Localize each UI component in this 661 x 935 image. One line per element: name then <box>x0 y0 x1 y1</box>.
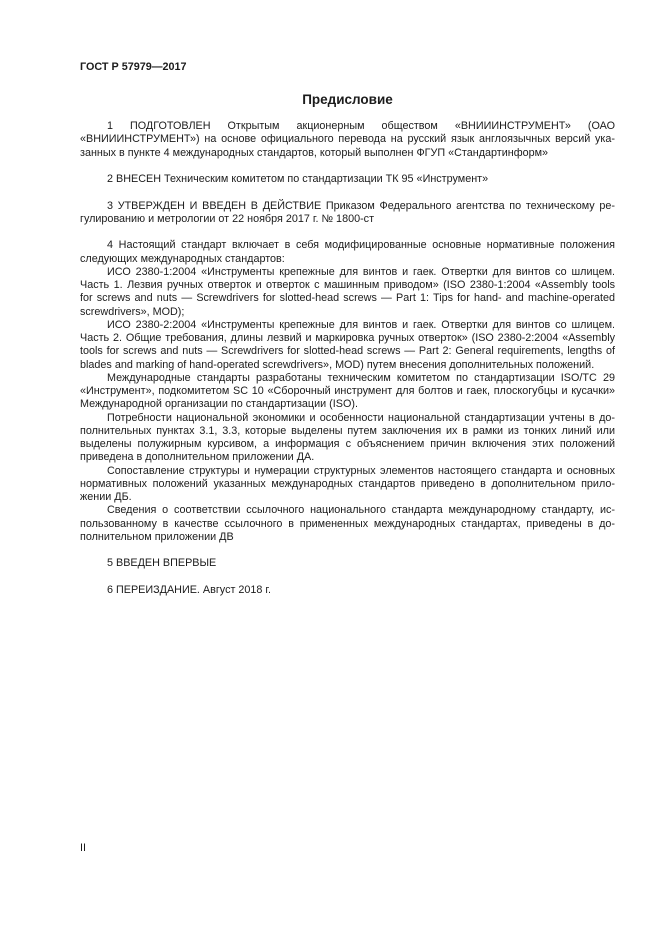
text-line: Часть 2. Общие требования, длины лезвий и маркировка ручных отверток» (ISO 2380-2:2004 «Assembly <box>80 332 615 344</box>
text-line: Сведения о соответствии ссылочного национального стандарта международному стандарту, ис- <box>107 504 615 517</box>
text-line: Международные стандарты разработаны техническим комитетом по стандартизации ISO/TC 29 <box>107 371 615 384</box>
text-line: for screws and nuts — Screwdrivers for slotted-head screws — Part 1: Tips for hand- and machine-operated <box>80 292 615 305</box>
text-line: 5 ВВЕДЕН ВПЕРВЫЕ <box>107 557 217 570</box>
clause-5-first-introduced <box>80 557 615 570</box>
page-number: II <box>80 842 86 854</box>
iso-2380-1-reference <box>80 266 615 319</box>
text-line: пользованному в качестве ссылочного в примененных международных стандартах, приведены в до- <box>80 517 615 530</box>
text-line: ИСО 2380-2:2004 «Инструменты крепежные для винтов и гаек. Отвертки для винтов со шлицем. <box>107 318 615 331</box>
preface-body <box>80 120 615 610</box>
iso-2380-2-reference <box>80 319 615 372</box>
text-line: занных в пункте 4 международных стандартов, который выполнен ФГУП «Стандартинформ» <box>80 146 549 159</box>
text-line: выделены полужирным курсивом, а информация с объяснением причин включения этих положений <box>80 438 615 450</box>
text-line: Сопоставление структуры и нумерации структурных элементов настоящего стандарта и основных <box>107 464 615 477</box>
text-line: ИСО 2380-1:2004 «Инструменты крепежные для винтов и гаек. Отвертки для винтов со шлицем. <box>107 265 615 278</box>
text-line: tools for screws and nuts — Screwdrivers for slotted-head screws — Part 2: General requirements, lengths of <box>80 345 615 358</box>
text-line: «Инструмент», подкомитетом SC 10 «Сборочный инструмент для болтов и гаек, плоскогубцы и кусачки» <box>80 385 615 397</box>
page-title: Предисловие <box>302 92 393 107</box>
text-line: Потребности национальной экономики и особенности национальной стандартизации учтены в до- <box>107 411 615 424</box>
reference-standards-note <box>80 504 615 544</box>
text-line: Международной организации по стандартизации (ISO). <box>80 398 358 411</box>
text-line: screwdrivers», MOD); <box>80 305 185 318</box>
national-additions-note <box>80 412 615 465</box>
clause-4-standards-basis <box>80 239 615 544</box>
clause-2-introduced-by <box>80 173 615 186</box>
text-line: гулированию и метрологии от 22 ноября 2017 г. № 1800-ст <box>80 212 375 225</box>
structure-comparison-note <box>80 465 615 505</box>
text-line: 6 ПЕРЕИЗДАНИЕ. Август 2018 г. <box>107 583 272 596</box>
text-line: blades and marking of hand-operated screwdrivers», MOD) путем внесения дополнительных положений. <box>80 358 595 371</box>
text-line: следующих международных стандартов: <box>80 252 285 265</box>
document-number: ГОСТ Р 57979—2017 <box>80 61 187 73</box>
clause-3-approved <box>80 200 615 227</box>
developer-committee-note <box>80 372 615 412</box>
text-line: «ВНИИИНСТРУМЕНТ») на основе официального перевода на русский язык англоязычных версий ука- <box>80 133 615 146</box>
clause-6-reissue <box>80 584 615 597</box>
text-line: 2 ВНЕСЕН Техническим комитетом по стандартизации ТК 95 «Инструмент» <box>107 173 489 185</box>
text-line: 1 ПОДГОТОВЛЕН Открытым акционерным обществом «ВНИИИНСТРУМЕНТ» (ОАО <box>107 120 615 132</box>
text-line: 3 УТВЕРЖДЕН И ВВЕДЕН В ДЕЙСТВИЕ Приказом Федерального агентства по техническому ре- <box>107 199 615 212</box>
text-line: нормативных положений указанных международных стандартов приведено в дополнительном прило- <box>80 477 615 490</box>
text-line: 4 Настоящий стандарт включает в себя модифицированные основные нормативные положения <box>107 239 615 252</box>
clause-4-intro <box>80 239 615 266</box>
text-line: приведена в дополнительном приложении ДА. <box>80 451 315 464</box>
text-line: полнительном приложении ДВ <box>80 530 234 543</box>
clause-1-prepared-by <box>80 120 615 160</box>
text-line: жении ДБ. <box>80 491 132 503</box>
text-line: полнительных пунктах 3.1, 3.3, которые выделены путем заключения их в рамки из тонких линий или <box>80 424 615 437</box>
text-line: Часть 1. Лезвия ручных отверток и отверток с машинным приводом» (ISO 2380-1:2004 «Assembly tools <box>80 279 615 291</box>
